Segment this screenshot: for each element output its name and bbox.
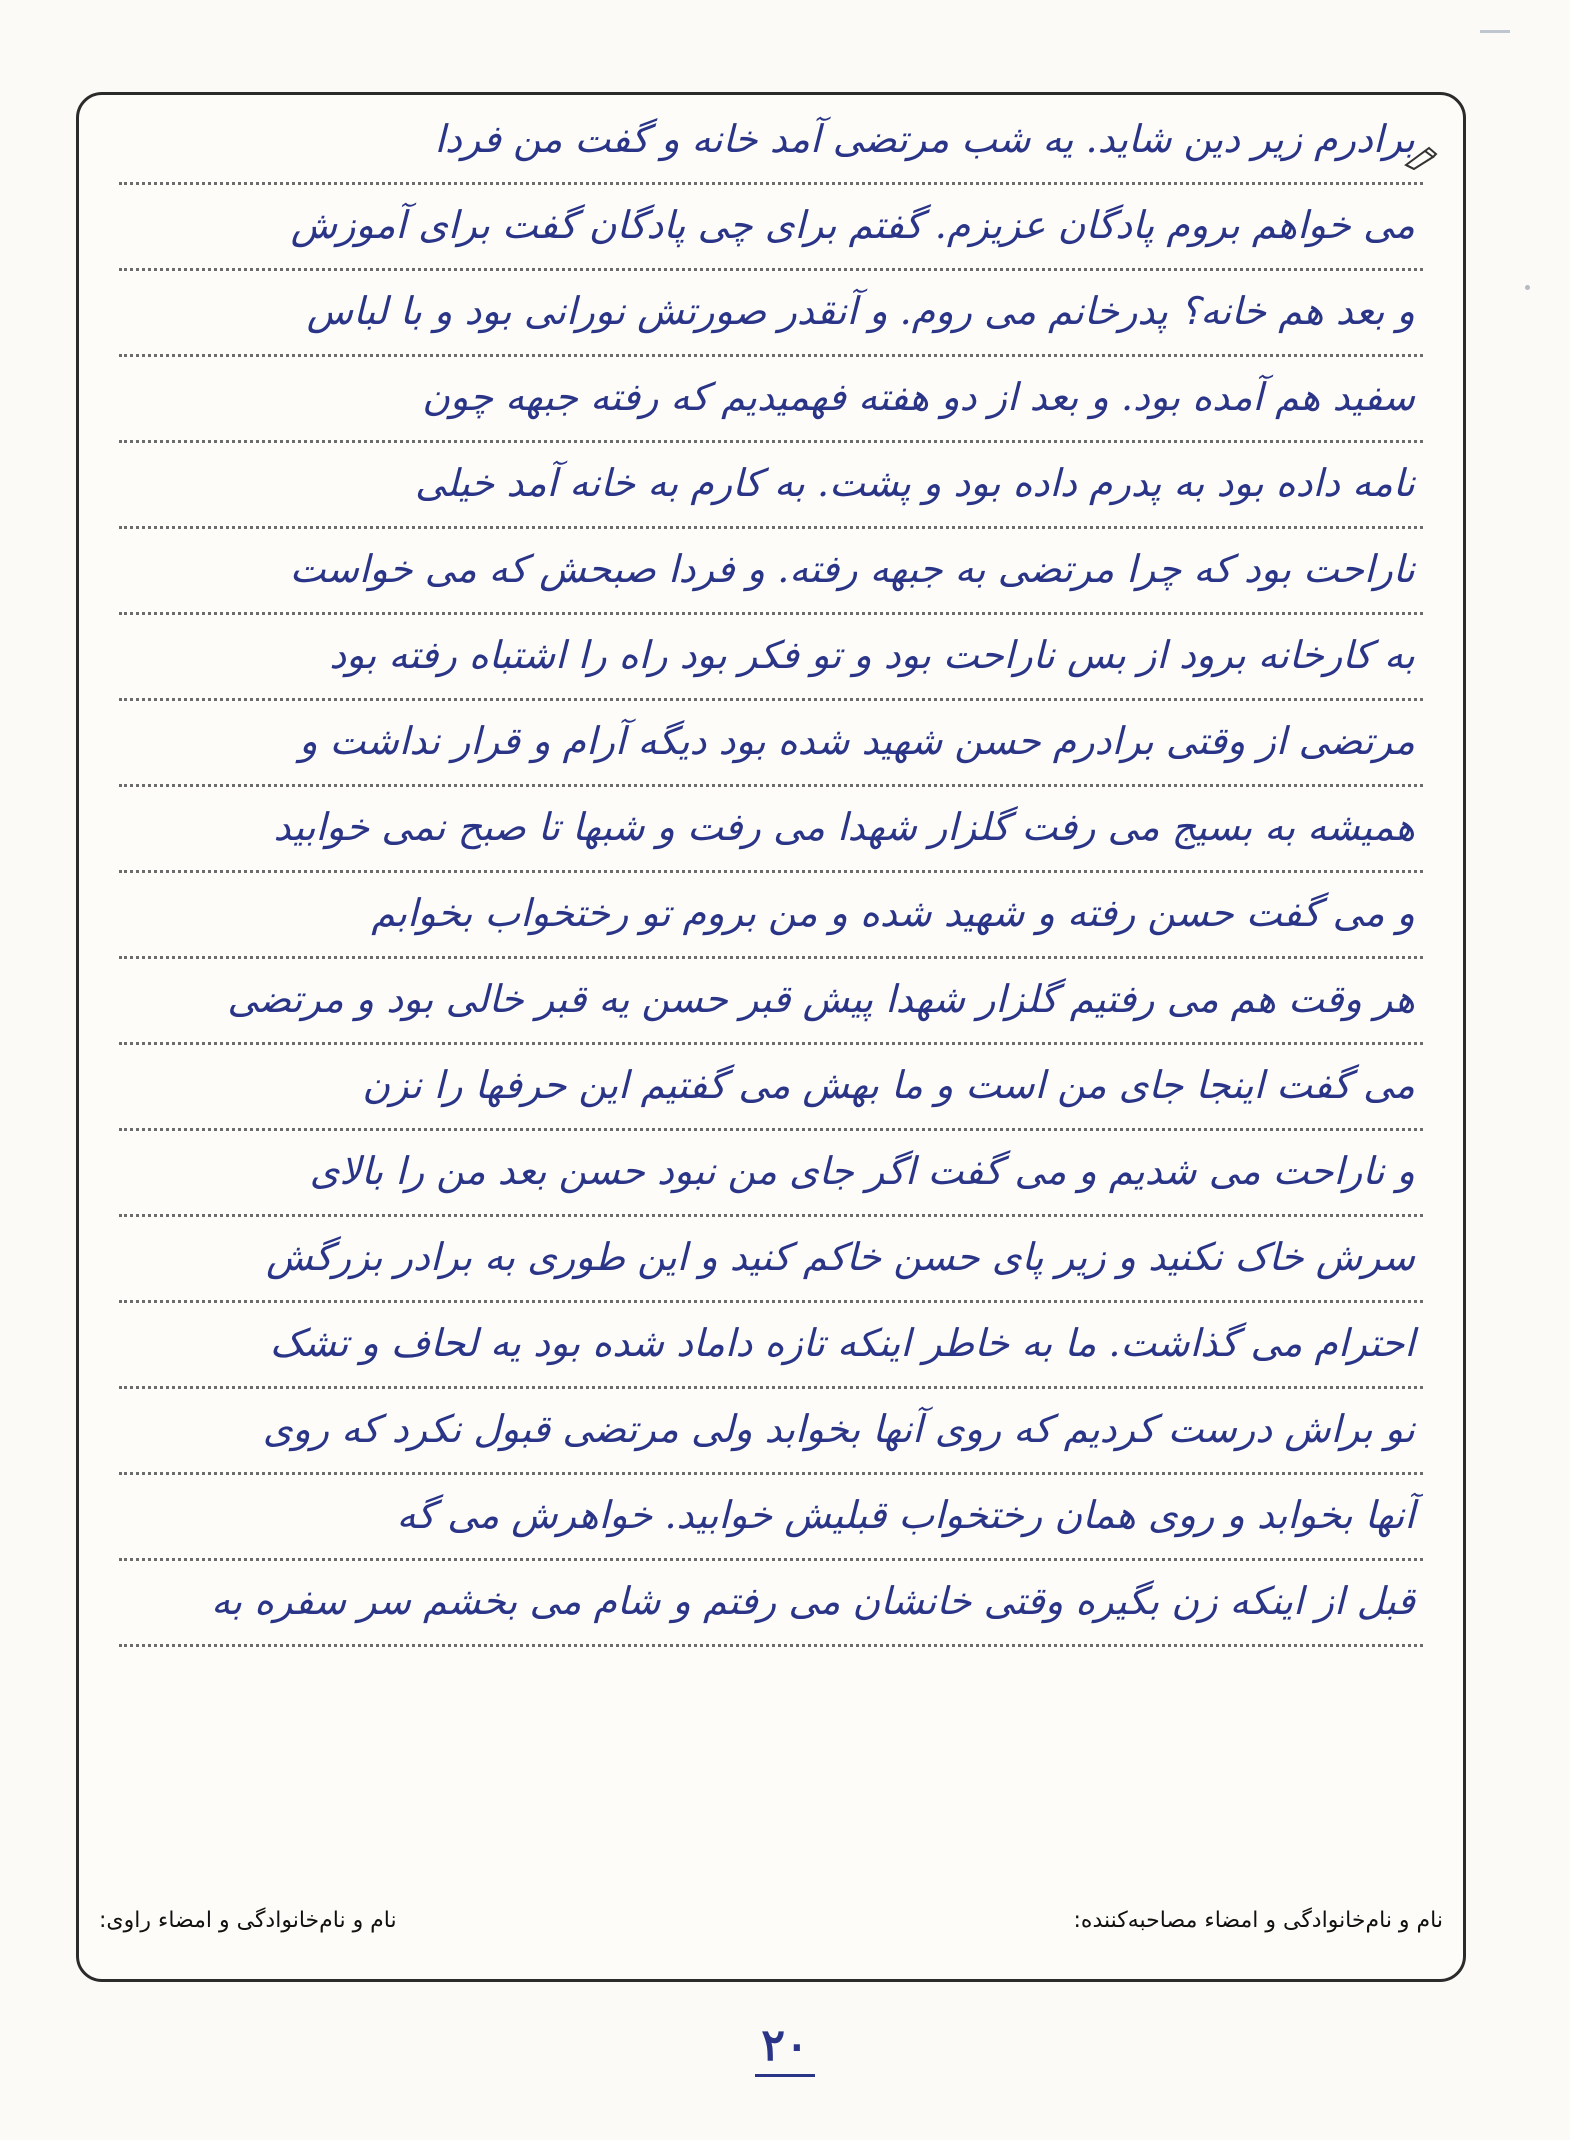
handwritten-line: ناراحت بود که چرا مرتضی به جبهه رفته. و فردا صبحش که می خواست — [119, 529, 1423, 615]
handwritten-line: سرش خاک نکنید و زیر پای حسن خاکم کنید و این طوری به برادر بزرگش — [119, 1217, 1423, 1303]
handwritten-line: و بعد هم خانه؟ پدرخانم می روم. و آنقدر صورتش نورانی بود و با لباس — [119, 271, 1423, 357]
interview-form-frame — [76, 92, 1466, 1982]
narrator-signature-label: نام و نام‌خانوادگی و امضاء راوی: — [99, 1908, 397, 1933]
handwritten-line: نو براش درست کردیم که روی آنها بخوابد ولی مرتضی قبول نکرد که روی — [119, 1389, 1423, 1475]
scan-mark — [1480, 30, 1510, 33]
interviewer-signature-label: نام و نام‌خانوادگی و امضاء مصاحبه‌کننده: — [1073, 1908, 1443, 1933]
handwritten-line: می گفت اینجا جای من است و ما بهش می گفتیم این حرفها را نزن — [119, 1045, 1423, 1131]
handwritten-line: قبل از اینکه زن بگیره وقتی خانشان می رفتم و شام می بخشم سر سفره به — [119, 1561, 1423, 1647]
handwritten-line: آنها بخوابد و روی همان رختخواب قبلیش خوابید. خواهرش می گه — [119, 1475, 1423, 1561]
scan-dot — [1525, 285, 1530, 290]
signature-footer — [99, 1908, 1443, 1933]
handwritten-line: و می گفت حسن رفته و شهید شده و من بروم تو رختخواب بخوابم — [119, 873, 1423, 959]
handwritten-line: سفید هم آمده بود. و بعد از دو هفته فهمیدیم که رفته جبهه چون — [119, 357, 1423, 443]
handwritten-line: نامه داده بود به پدرم داده بود و پشت. به کارم به خانه آمد خیلی — [119, 443, 1423, 529]
handwritten-line: می خواهم بروم پادگان عزیزم. گفتم برای چی پادگان گفت برای آموزش — [119, 185, 1423, 271]
handwritten-line: هر وقت هم می رفتیم گلزار شهدا پیش قبر حسن یه قبر خالی بود و مرتضی — [119, 959, 1423, 1045]
page-number: ۲۰ — [761, 2020, 809, 2071]
handwritten-line: همیشه به بسیج می رفت گلزار شهدا می رفت و شبها تا صبح نمی خوابید — [119, 787, 1423, 873]
handwritten-line: مرتضی از وقتی برادرم حسن شهید شده بود دیگه آرام و قرار نداشت و — [119, 701, 1423, 787]
handwritten-line: و ناراحت می شدیم و می گفت اگر جای من نبود حسن بعد من را بالای — [119, 1131, 1423, 1217]
handwritten-line: برادرم زیر دین شاید. یه شب مرتضی آمد خانه و گفت من فردا — [119, 99, 1423, 185]
handwritten-line: به کارخانه برود از بس ناراحت بود و تو فکر بود راه را اشتباه رفته بود — [119, 615, 1423, 701]
handwritten-text-area — [119, 95, 1423, 1979]
page-number-underline — [755, 2074, 815, 2077]
handwritten-line: احترام می گذاشت. ما به خاطر اینکه تازه داماد شده بود یه لحاف و تشک — [119, 1303, 1423, 1389]
